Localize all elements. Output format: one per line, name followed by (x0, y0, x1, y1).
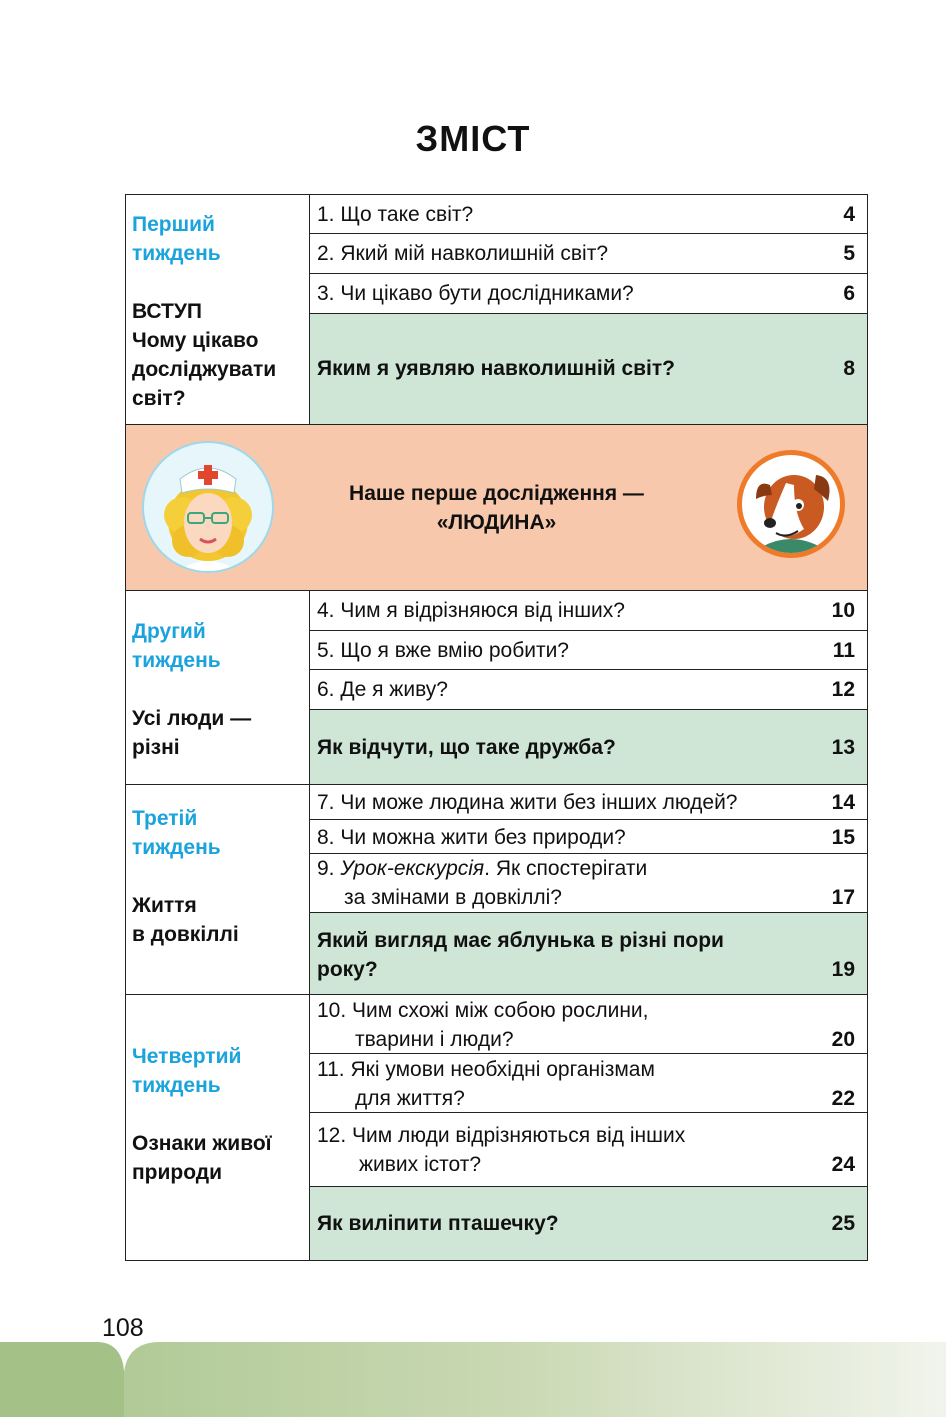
lesson-page: 19 (831, 958, 855, 981)
lesson-row[interactable] (310, 274, 867, 314)
week-theme: Життя в довкіллі (132, 894, 239, 946)
lesson-title: 7. Чи може людина жити без інших людей? (317, 791, 738, 814)
lesson-row[interactable] (310, 1113, 867, 1187)
lesson-page: 6 (843, 282, 855, 305)
week-cell (126, 591, 310, 784)
week-cell (126, 995, 310, 1260)
week-block-1 (125, 194, 868, 425)
activity-row[interactable] (310, 314, 867, 424)
lesson-row[interactable] (310, 631, 867, 670)
lesson-page: 12 (831, 678, 855, 701)
lesson-page: 17 (831, 886, 855, 909)
activity-title: Який вигляд має яблунька в різні пори року? (317, 929, 724, 981)
lesson-title: 9. Урок-екскурсія. Як спостерігати за змінами в довкіллі? (317, 857, 648, 909)
lesson-title: 8. Чи можна жити без природи? (317, 826, 626, 849)
footer-decoration (0, 1342, 946, 1417)
lesson-page: 25 (831, 1212, 855, 1235)
lesson-title: 2. Який мій навколишній світ? (317, 242, 609, 265)
lesson-row[interactable] (310, 234, 867, 274)
lesson-page: 14 (831, 791, 855, 814)
week-block-2 (125, 590, 868, 785)
activity-title: Як відчути, що таке дружба? (317, 736, 616, 759)
page-title: ЗМІСТ (415, 118, 531, 159)
banner-title: Наше перше дослідження — «ЛЮДИНА» (349, 482, 644, 534)
lesson-row[interactable] (310, 995, 867, 1054)
page-number: 108 (102, 1314, 144, 1342)
week-cell (126, 785, 310, 994)
lesson-page: 15 (831, 826, 855, 849)
week-theme: Усі люди — різні (132, 707, 252, 759)
lesson-row[interactable] (310, 785, 867, 820)
week-label: Третій тиждень (132, 807, 221, 859)
lesson-page: 11 (832, 639, 855, 662)
lesson-page: 13 (831, 736, 855, 759)
lesson-page: 10 (831, 599, 855, 622)
activity-title: Яким я уявляю навколишній світ? (317, 357, 675, 380)
lesson-row[interactable] (310, 195, 867, 234)
week-cell (126, 195, 310, 424)
week-theme: Ознаки живої природи (132, 1132, 272, 1184)
lesson-title: 12. Чим люди відрізняються від інших живих істот? (317, 1124, 686, 1176)
lesson-page: 5 (843, 242, 855, 265)
lesson-row[interactable] (310, 591, 867, 631)
lesson-row[interactable] (310, 670, 867, 710)
lesson-title: 4. Чим я відрізняюся від інших? (317, 599, 625, 622)
lesson-title: 10. Чим схожі між собою рослини, тварини і люди? (317, 999, 649, 1051)
lesson-row[interactable] (310, 820, 867, 854)
lesson-page: 8 (843, 357, 855, 380)
research-banner (125, 425, 868, 590)
lesson-page: 20 (831, 1028, 855, 1051)
lesson-title: 1. Що таке світ? (317, 203, 474, 226)
lesson-title: 5. Що я вже вмію робити? (317, 639, 569, 662)
activity-title: Як виліпити пташечку? (317, 1212, 559, 1235)
dog-icon (737, 450, 845, 558)
week-label: Четвертий тиждень (132, 1045, 242, 1097)
activity-row[interactable] (310, 710, 867, 784)
lesson-page: 4 (843, 203, 855, 226)
week-label: Перший тиждень (132, 213, 221, 265)
lesson-page: 22 (831, 1087, 855, 1110)
lesson-row[interactable] (310, 854, 867, 913)
lesson-title: 6. Де я живу? (317, 678, 448, 701)
activity-row[interactable] (310, 1187, 867, 1260)
lesson-title: 11. Які умови необхідні організмам для життя? (317, 1058, 655, 1110)
activity-row[interactable] (310, 913, 867, 994)
lesson-title: 3. Чи цікаво бути дослідниками? (317, 282, 634, 305)
lesson-page: 24 (831, 1153, 855, 1176)
week-block-4 (125, 994, 868, 1261)
week-label: Другий тиждень (132, 620, 221, 672)
lesson-row[interactable] (310, 1054, 867, 1113)
week-block-3 (125, 784, 868, 995)
nurse-girl-icon (142, 441, 274, 573)
week-theme: ВСТУП Чому цікаво досліджувати світ? (132, 300, 277, 410)
